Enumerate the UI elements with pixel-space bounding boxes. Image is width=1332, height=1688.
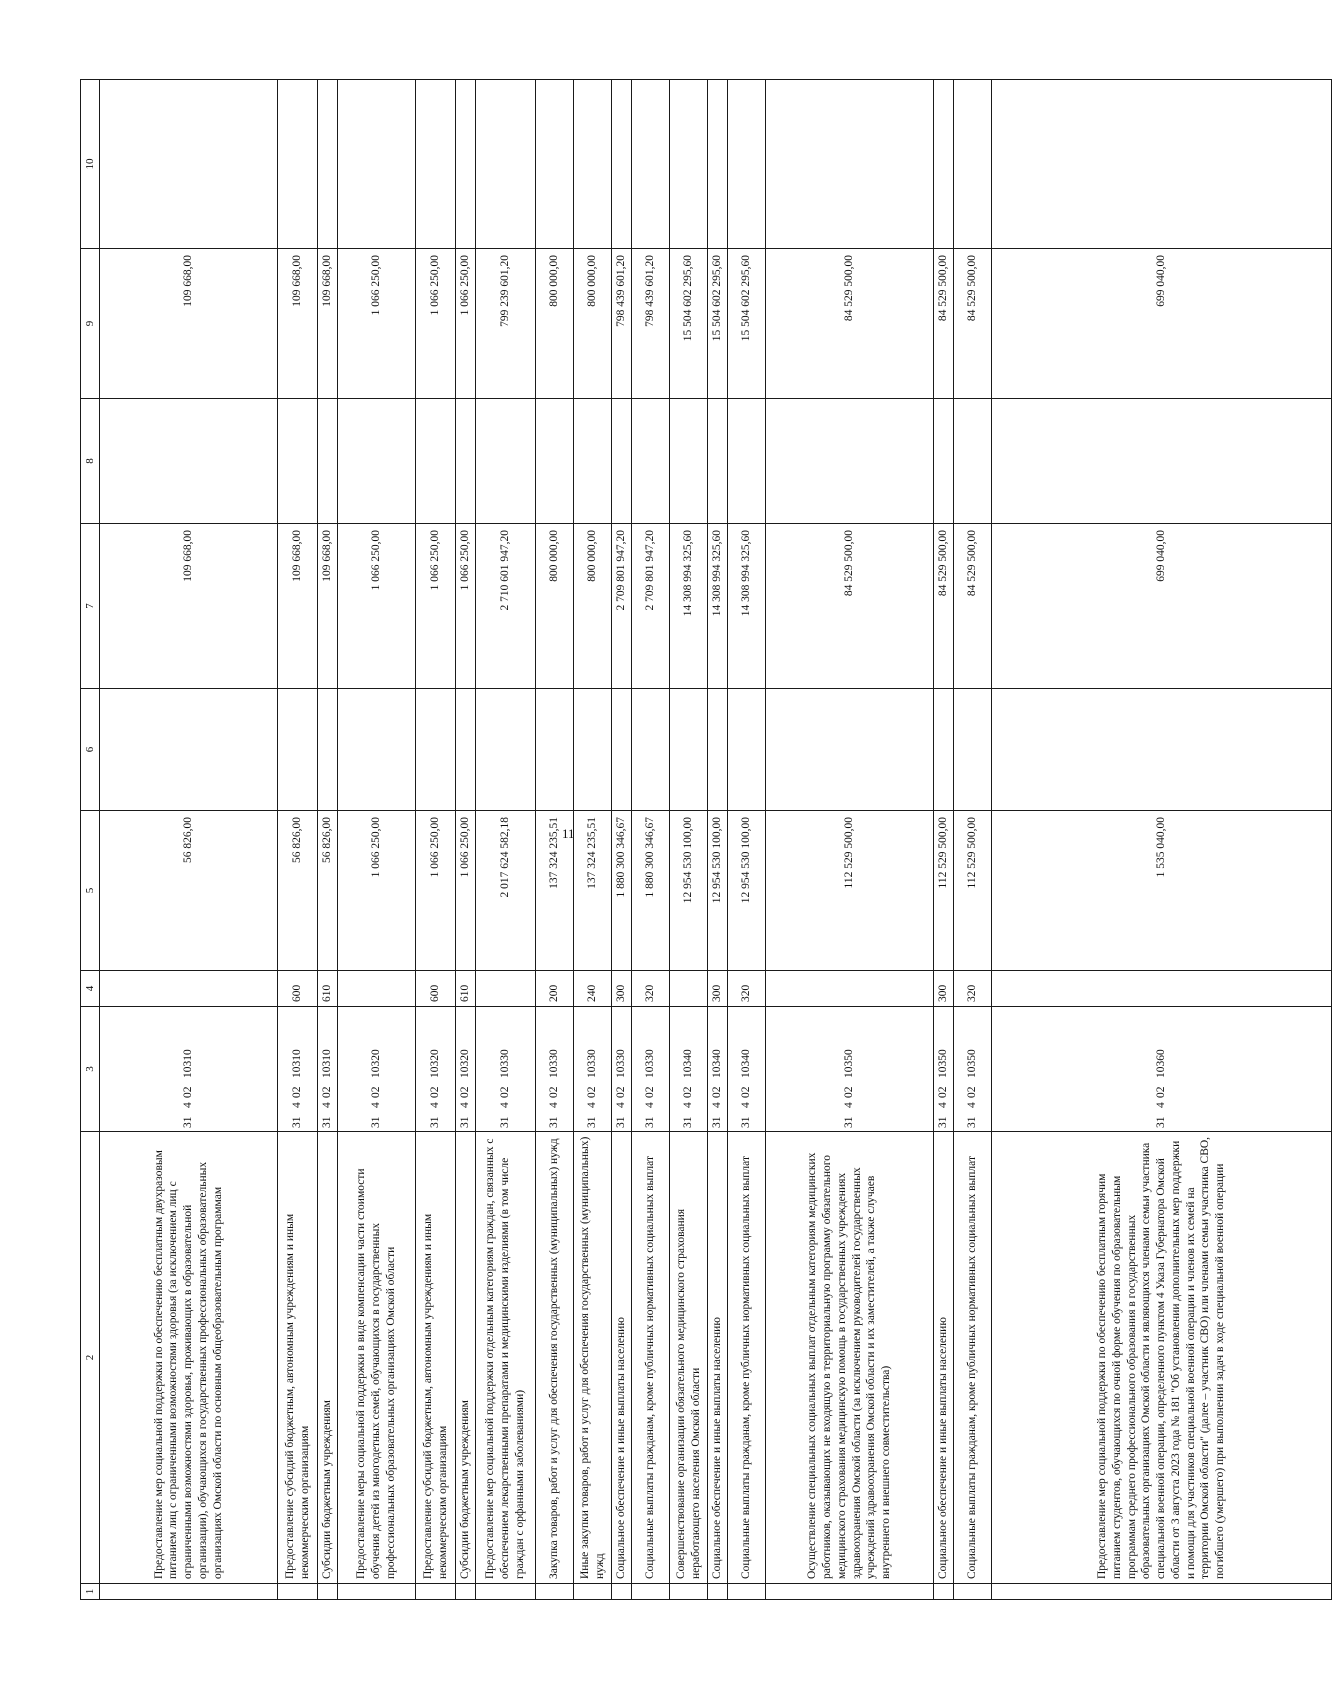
row-expense-type: 610 (318, 971, 338, 1007)
row-col10-value (456, 80, 476, 249)
column-number-row (81, 80, 100, 1600)
row-col9-value: 84 529 500,00 (934, 249, 954, 399)
row-description: Социальные выплаты гражданам, кроме публичных нормативных социальных выплат (954, 1132, 992, 1584)
col-number-8: 8 (81, 399, 100, 524)
code-subprogram: 02 (615, 1086, 628, 1098)
table-body (81, 80, 1332, 1600)
row-expense-type: 600 (278, 971, 318, 1007)
row-col7-value: 109 668,00 (278, 524, 318, 689)
row-index-cell (338, 1584, 416, 1600)
row-col6-value (670, 689, 708, 811)
row-index-cell (318, 1584, 338, 1600)
code-type: 4 (966, 1102, 979, 1108)
table-row (338, 80, 416, 1600)
row-expense-type: 320 (954, 971, 992, 1007)
table-row (728, 80, 766, 1600)
row-col9-value: 109 668,00 (100, 249, 278, 399)
code-direction: 10330 (548, 1049, 561, 1078)
row-target-code (476, 1007, 536, 1132)
row-expense-type: 320 (728, 971, 766, 1007)
row-description: Закупка товаров, работ и услуг для обеспечения государственных (муниципальных) нужд (536, 1132, 574, 1584)
code-type: 4 (937, 1102, 950, 1108)
table-row (456, 80, 476, 1600)
row-col10-value (992, 80, 1332, 249)
code-direction: 10340 (740, 1049, 753, 1078)
table-row (476, 80, 536, 1600)
row-index-cell (100, 1584, 278, 1600)
row-col5-value: 1 535 040,00 (992, 811, 1332, 971)
table-row (536, 80, 574, 1600)
page-number: 11 (562, 826, 575, 841)
row-target-code (574, 1007, 612, 1132)
table-row (612, 80, 632, 1600)
row-col5-value: 1 066 250,00 (416, 811, 456, 971)
row-col5-value: 1 880 300 346,67 (632, 811, 670, 971)
row-col6-value (338, 689, 416, 811)
code-program: 31 (182, 1116, 195, 1128)
row-col8-value (278, 399, 318, 524)
code-type: 4 (321, 1102, 334, 1108)
row-description: Субсидии бюджетным учреждениям (456, 1132, 476, 1584)
code-direction: 10330 (615, 1049, 628, 1078)
row-col5-value: 1 066 250,00 (338, 811, 416, 971)
row-col8-value (612, 399, 632, 524)
row-col10-value (728, 80, 766, 249)
code-subprogram: 02 (586, 1086, 599, 1098)
row-col8-value (708, 399, 728, 524)
code-type: 4 (843, 1102, 856, 1108)
code-direction: 10310 (321, 1049, 334, 1078)
col-number-9: 9 (81, 249, 100, 399)
row-col10-value (954, 80, 992, 249)
row-index-cell (708, 1584, 728, 1600)
code-program: 31 (291, 1116, 304, 1128)
row-col8-value (476, 399, 536, 524)
row-col9-value: 800 000,00 (574, 249, 612, 399)
code-type: 4 (711, 1102, 724, 1108)
col-number-4: 4 (81, 971, 100, 1007)
code-program: 31 (499, 1116, 512, 1128)
row-col10-value (574, 80, 612, 249)
col-number-2: 2 (81, 1132, 100, 1584)
code-subprogram: 02 (644, 1086, 657, 1098)
row-expense-type: 240 (574, 971, 612, 1007)
row-col8-value (100, 399, 278, 524)
code-program: 31 (843, 1116, 856, 1128)
code-type: 4 (586, 1102, 599, 1108)
row-col6-value (476, 689, 536, 811)
row-target-code (318, 1007, 338, 1132)
code-direction: 10350 (937, 1049, 950, 1078)
row-col6-value (954, 689, 992, 811)
code-program: 31 (321, 1116, 334, 1128)
code-direction: 10350 (843, 1049, 856, 1078)
row-col10-value (934, 80, 954, 249)
code-subprogram: 02 (459, 1086, 472, 1098)
code-subprogram: 02 (370, 1086, 383, 1098)
table-row (632, 80, 670, 1600)
row-target-code (416, 1007, 456, 1132)
row-expense-type: 200 (536, 971, 574, 1007)
row-description: Социальное обеспечение и иные выплаты населению (612, 1132, 632, 1584)
row-col9-value: 799 239 601,20 (476, 249, 536, 399)
code-program: 31 (682, 1116, 695, 1128)
row-target-code (536, 1007, 574, 1132)
col-number-5: 5 (81, 811, 100, 971)
code-type: 4 (499, 1102, 512, 1108)
code-type: 4 (740, 1102, 753, 1108)
row-expense-type: 320 (632, 971, 670, 1007)
code-direction: 10330 (499, 1049, 512, 1078)
row-target-code (992, 1007, 1332, 1132)
row-index-cell (536, 1584, 574, 1600)
code-program: 31 (1155, 1116, 1168, 1128)
row-index-cell (934, 1584, 954, 1600)
row-col5-value: 12 954 530 100,00 (670, 811, 708, 971)
row-expense-type: 300 (708, 971, 728, 1007)
row-col5-value: 1 880 300 346,67 (612, 811, 632, 971)
row-col6-value (728, 689, 766, 811)
row-col6-value (536, 689, 574, 811)
row-col9-value: 1 066 250,00 (416, 249, 456, 399)
row-col9-value: 800 000,00 (536, 249, 574, 399)
row-index-cell (456, 1584, 476, 1600)
row-description: Иные закупки товаров, работ и услуг для обеспечения государственных (муниципальных) нужд (574, 1132, 612, 1584)
code-program: 31 (370, 1116, 383, 1128)
table-row (416, 80, 456, 1600)
rotated-table-wrapper (80, 80, 1227, 1600)
row-expense-type: 300 (612, 971, 632, 1007)
row-col5-value: 56 826,00 (318, 811, 338, 971)
code-direction: 10320 (459, 1049, 472, 1078)
code-type: 4 (682, 1102, 695, 1108)
row-target-code (456, 1007, 476, 1132)
row-col9-value: 1 066 250,00 (338, 249, 416, 399)
row-target-code (954, 1007, 992, 1132)
row-col6-value (632, 689, 670, 811)
row-col10-value (278, 80, 318, 249)
row-col6-value (100, 689, 278, 811)
code-type: 4 (615, 1102, 628, 1108)
row-col8-value (992, 399, 1332, 524)
row-description: Осуществление специальных социальных выплат отдельным категориям медицинских работников, оказывающих не входящую в территориальную программу обязательного медицинского страхования медицинскую помощь в государственных учреждениях здравоохранения Омской области (за исключением руководителей государственных учреждений здравоохранения Омской области и их заместителей, а также случаев внутреннего и внешнего совместительства) (766, 1132, 934, 1584)
code-type: 4 (182, 1102, 195, 1108)
row-col5-value: 112 529 500,00 (934, 811, 954, 971)
row-index-cell (278, 1584, 318, 1600)
row-expense-type (100, 971, 278, 1007)
table-row (934, 80, 954, 1600)
row-col9-value: 84 529 500,00 (954, 249, 992, 399)
row-col6-value (992, 689, 1332, 811)
row-expense-type (670, 971, 708, 1007)
row-col10-value (416, 80, 456, 249)
code-direction: 10320 (429, 1049, 442, 1078)
row-col7-value: 14 308 994 325,60 (708, 524, 728, 689)
code-program: 31 (548, 1116, 561, 1128)
row-col5-value: 56 826,00 (278, 811, 318, 971)
row-col10-value (766, 80, 934, 249)
row-target-code (766, 1007, 934, 1132)
row-col6-value (934, 689, 954, 811)
row-expense-type (766, 971, 934, 1007)
row-col6-value (574, 689, 612, 811)
code-direction: 10340 (711, 1049, 724, 1078)
code-program: 31 (615, 1116, 628, 1128)
row-col7-value: 2 709 801 947,20 (612, 524, 632, 689)
row-col5-value: 137 324 235,51 (536, 811, 574, 971)
col-number-10: 10 (81, 80, 100, 249)
code-program: 31 (966, 1116, 979, 1128)
table-row (708, 80, 728, 1600)
row-target-code (934, 1007, 954, 1132)
row-col5-value: 56 826,00 (100, 811, 278, 971)
code-subprogram: 02 (937, 1086, 950, 1098)
code-subprogram: 02 (966, 1086, 979, 1098)
row-col8-value (338, 399, 416, 524)
code-type: 4 (644, 1102, 657, 1108)
row-description: Социальные выплаты гражданам, кроме публичных нормативных социальных выплат (728, 1132, 766, 1584)
row-col6-value (766, 689, 934, 811)
table-row (954, 80, 992, 1600)
row-col5-value: 2 017 624 582,18 (476, 811, 536, 971)
code-direction: 10320 (370, 1049, 383, 1078)
row-index-cell (728, 1584, 766, 1600)
row-col7-value: 84 529 500,00 (766, 524, 934, 689)
row-col8-value (416, 399, 456, 524)
col-number-7: 7 (81, 524, 100, 689)
row-col8-value (632, 399, 670, 524)
code-subprogram: 02 (499, 1086, 512, 1098)
row-target-code (708, 1007, 728, 1132)
code-type: 4 (548, 1102, 561, 1108)
row-description: Предоставление мер социальной поддержки по обеспечению бесплатным горячим питанием студентов, обучающихся по очной форме обучения по образовательным программам среднего профессионального образования в государственных образовательных организациях Омской области и являющихся членами семьи участника специальной военной операции, определенного пунктом 4 Указа Губернатора Омской области от 3 августа 2023 года № 181 "Об установлении дополнительных мер поддержки и помощи для участников специальной военной операции и членов их семей на территории Омской области" (далее – участник СВО) или членами семьи участника СВО, погибшего (умершего) при выполнении задач в ходе специальной военной операции (992, 1132, 1332, 1584)
code-direction: 10340 (682, 1049, 695, 1078)
row-col8-value (670, 399, 708, 524)
code-subprogram: 02 (843, 1086, 856, 1098)
code-subprogram: 02 (291, 1086, 304, 1098)
row-description: Субсидии бюджетным учреждениям (318, 1132, 338, 1584)
row-col10-value (476, 80, 536, 249)
row-col9-value: 109 668,00 (318, 249, 338, 399)
table-row (574, 80, 612, 1600)
row-col9-value: 15 504 602 295,60 (708, 249, 728, 399)
code-subprogram: 02 (740, 1086, 753, 1098)
table-row (670, 80, 708, 1600)
row-col9-value: 798 439 601,20 (612, 249, 632, 399)
row-col9-value: 1 066 250,00 (456, 249, 476, 399)
row-index-cell (612, 1584, 632, 1600)
row-index-cell (476, 1584, 536, 1600)
row-description: Социальное обеспечение и иные выплаты населению (708, 1132, 728, 1584)
code-subprogram: 02 (321, 1086, 334, 1098)
code-subprogram: 02 (1155, 1086, 1168, 1098)
table-row (318, 80, 338, 1600)
row-expense-type: 300 (934, 971, 954, 1007)
row-col7-value: 109 668,00 (318, 524, 338, 689)
budget-table (80, 79, 1332, 1600)
row-col6-value (416, 689, 456, 811)
row-index-cell (574, 1584, 612, 1600)
row-col8-value (728, 399, 766, 524)
table-row (100, 80, 278, 1600)
code-type: 4 (370, 1102, 383, 1108)
row-description: Предоставление меры социальной поддержки в виде компенсации части стоимости обучения детей из многодетных семей, обучающихся в государственных профессиональных образовательных организациях Омской области (338, 1132, 416, 1584)
row-col9-value: 109 668,00 (278, 249, 318, 399)
code-type: 4 (429, 1102, 442, 1108)
row-index-cell (954, 1584, 992, 1600)
row-col7-value: 800 000,00 (536, 524, 574, 689)
row-index-cell (632, 1584, 670, 1600)
row-description: Предоставление субсидий бюджетным, автономным учреждениям и иным некоммерческим организациям (278, 1132, 318, 1584)
row-description: Социальные выплаты гражданам, кроме публичных нормативных социальных выплат (632, 1132, 670, 1584)
row-col5-value: 137 324 235,51 (574, 811, 612, 971)
row-col10-value (318, 80, 338, 249)
row-col8-value (766, 399, 934, 524)
row-index-cell (992, 1584, 1332, 1600)
code-program: 31 (429, 1116, 442, 1128)
row-expense-type: 610 (456, 971, 476, 1007)
table-row (766, 80, 934, 1600)
row-col6-value (612, 689, 632, 811)
row-col9-value: 15 504 602 295,60 (728, 249, 766, 399)
code-subprogram: 02 (182, 1086, 195, 1098)
row-target-code (612, 1007, 632, 1132)
row-description: Совершенствование организации обязательного медицинского страхования неработающего населения Омской области (670, 1132, 708, 1584)
table-row (278, 80, 318, 1600)
row-col8-value (318, 399, 338, 524)
code-program: 31 (740, 1116, 753, 1128)
code-program: 31 (459, 1116, 472, 1128)
row-col10-value (612, 80, 632, 249)
row-col7-value: 800 000,00 (574, 524, 612, 689)
row-index-cell (766, 1584, 934, 1600)
row-col5-value: 12 954 530 100,00 (728, 811, 766, 971)
row-col5-value: 112 529 500,00 (954, 811, 992, 971)
row-col8-value (574, 399, 612, 524)
row-col6-value (456, 689, 476, 811)
code-type: 4 (1155, 1102, 1168, 1108)
code-program: 31 (711, 1116, 724, 1128)
row-expense-type (476, 971, 536, 1007)
row-col10-value (670, 80, 708, 249)
row-expense-type (992, 971, 1332, 1007)
row-target-code (278, 1007, 318, 1132)
code-subprogram: 02 (429, 1086, 442, 1098)
col-number-3: 3 (81, 1007, 100, 1132)
code-subprogram: 02 (711, 1086, 724, 1098)
row-target-code (100, 1007, 278, 1132)
row-col6-value (278, 689, 318, 811)
code-type: 4 (459, 1102, 472, 1108)
row-col8-value (934, 399, 954, 524)
row-target-code (632, 1007, 670, 1132)
row-target-code (670, 1007, 708, 1132)
row-col7-value: 84 529 500,00 (954, 524, 992, 689)
code-program: 31 (586, 1116, 599, 1128)
row-col10-value (632, 80, 670, 249)
row-col7-value: 14 308 994 325,60 (670, 524, 708, 689)
row-col7-value: 14 308 994 325,60 (728, 524, 766, 689)
row-description: Предоставление мер социальной поддержки отдельным категориям граждан, связанных с обеспечением лекарственными препаратами и медицинскими изделиями (в том числе граждан с орфанными заболеваниями) (476, 1132, 536, 1584)
code-subprogram: 02 (548, 1086, 561, 1098)
row-description: Предоставление мер социальной поддержки по обеспечению бесплатным двухразовым питанием лиц с ограниченными возможностями здоровья (за исключением лиц с ограниченными возможностями здоровья, проживающих в образовательной организации), обучающихся в государственных профессиональных образовательных организациях Омской области по основным общеобразовательным программам (100, 1132, 278, 1584)
row-index-cell (670, 1584, 708, 1600)
code-direction: 10350 (966, 1049, 979, 1078)
code-type: 4 (291, 1102, 304, 1108)
row-expense-type (338, 971, 416, 1007)
row-description: Социальное обеспечение и иные выплаты населению (934, 1132, 954, 1584)
row-col10-value (708, 80, 728, 249)
code-direction: 10330 (644, 1049, 657, 1078)
row-col5-value: 12 954 530 100,00 (708, 811, 728, 971)
code-program: 31 (937, 1116, 950, 1128)
row-description: Предоставление субсидий бюджетным, автономным учреждениям и иным некоммерческим организациям (416, 1132, 456, 1584)
row-col7-value: 1 066 250,00 (416, 524, 456, 689)
row-target-code (338, 1007, 416, 1132)
row-col9-value: 15 504 602 295,60 (670, 249, 708, 399)
row-col10-value (536, 80, 574, 249)
row-col7-value: 1 066 250,00 (338, 524, 416, 689)
row-col9-value: 798 439 601,20 (632, 249, 670, 399)
code-subprogram: 02 (682, 1086, 695, 1098)
code-direction: 10310 (291, 1049, 304, 1078)
row-col7-value: 2 709 801 947,20 (632, 524, 670, 689)
row-col7-value: 2 710 601 947,20 (476, 524, 536, 689)
code-direction: 10310 (182, 1049, 195, 1078)
row-col6-value (318, 689, 338, 811)
row-index-cell (416, 1584, 456, 1600)
row-col5-value: 112 529 500,00 (766, 811, 934, 971)
row-col8-value (456, 399, 476, 524)
row-col7-value: 699 040,00 (992, 524, 1332, 689)
code-direction: 10360 (1155, 1049, 1168, 1078)
row-col9-value: 699 040,00 (992, 249, 1332, 399)
table-row (992, 80, 1332, 1600)
row-col7-value: 1 066 250,00 (456, 524, 476, 689)
code-program: 31 (644, 1116, 657, 1128)
row-col10-value (100, 80, 278, 249)
row-col8-value (536, 399, 574, 524)
row-col7-value: 109 668,00 (100, 524, 278, 689)
row-col10-value (338, 80, 416, 249)
code-direction: 10330 (586, 1049, 599, 1078)
row-col7-value: 84 529 500,00 (934, 524, 954, 689)
col-number-6: 6 (81, 689, 100, 811)
col-number-1: 1 (81, 1584, 100, 1600)
row-col5-value: 1 066 250,00 (456, 811, 476, 971)
row-target-code (728, 1007, 766, 1132)
row-col6-value (708, 689, 728, 811)
row-col9-value: 84 529 500,00 (766, 249, 934, 399)
row-col8-value (954, 399, 992, 524)
row-expense-type: 600 (416, 971, 456, 1007)
